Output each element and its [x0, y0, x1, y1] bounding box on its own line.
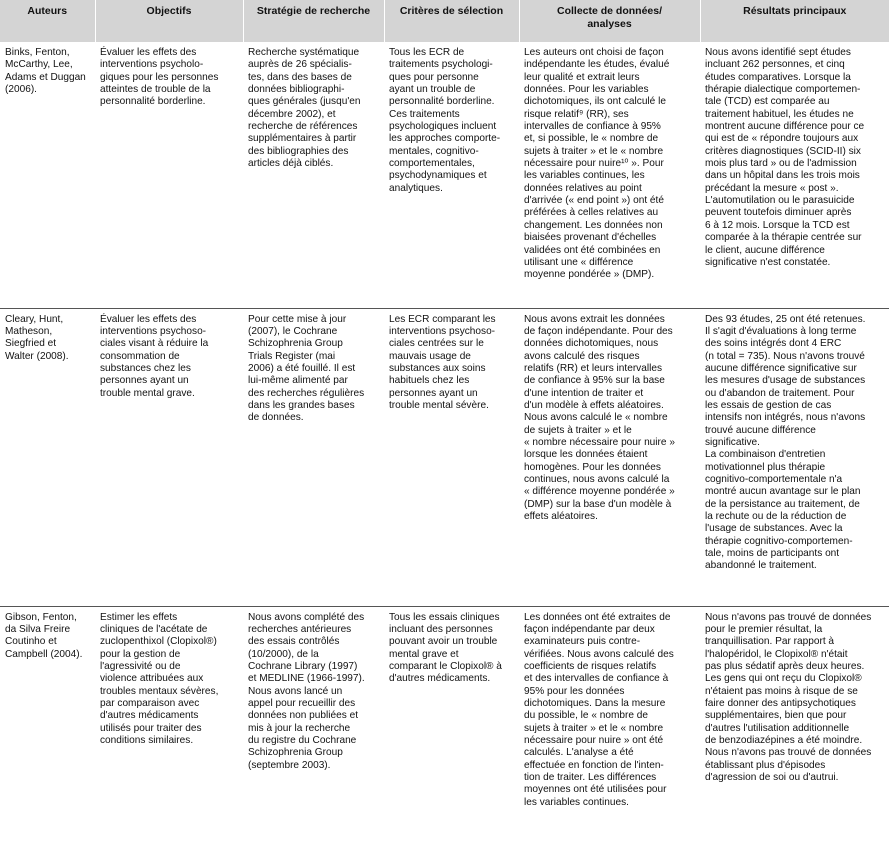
cell-criteres: Les ECR comparant les interventions psychoso- ciales centrées sur le mauvais usage de substances aux soins habituels chez les personnes ayant un trouble mental sévère.: [384, 308, 519, 606]
header-auteurs: Auteurs: [0, 0, 95, 42]
cell-objectifs: Estimer les effets cliniques de l'acétate de zuclopenthixol (Clopixol®) pour la gestion de l'agressivité ou de violence attribuées aux troubles mentaux sévères, par comparaison avec d'autres médicaments utilisés pour traiter des conditions similaires.: [100, 611, 219, 746]
header-collecte: Collecte de données/ analyses: [519, 0, 700, 42]
cell-strategie: Pour cette mise à jour (2007), le Cochrane Schizophrenia Group Trials Register (mai 2006) a été fouillé. Il est lui-même alimenté par des recherches régulières dans les grandes bases de données.: [243, 308, 384, 606]
table-row: [0, 606, 889, 846]
cell-auteurs: Binks, Fenton, McCarthy, Lee, Adams et Duggan (2006).: [0, 42, 95, 308]
cell-criteres: Tous les ECR de traitements psychologi- ques pour personne ayant un trouble de personnalité borderline. Ces traitements psychologiques incluent les approches comporte- mentales, cognitivo- comportementales, psychodynamiques et analytiques.: [384, 42, 519, 308]
table-row: [0, 308, 889, 606]
cell-auteurs: Cleary, Hunt, Matheson, Siegfried et Walter (2008).: [0, 308, 95, 606]
header-row: [0, 0, 889, 42]
cell-strategie: Nous avons complété des recherches antérieures des essais contrôlés (10/2000), de la Cochrane Library (1997) et MEDLINE (1966-1997). Nous avons lancé un appel pour recueillir des données non publiées et mis à jour la recherche du registre du Cochrane Schizophrenia Group (septembre 2003).: [248, 611, 365, 771]
cell-objectifs: Évaluer les effets des interventions psycholo- giques pour les personnes atteintes de trouble de la personnalité borderline.: [95, 42, 243, 308]
cell-resultats: Des 93 études, 25 ont été retenues. Il s'agit d'évaluations à long terme des soins intégrés dont 4 ERC (n total = 735). Nous n'avons trouvé aucune différence significative sur les mesures d'usage de substances ou d'abandon de traitement. Pour les essais de gestion de cas intensifs non intégrés, nous n'avons trouvé aucune différence significative. La combinaison d'entretien motivationnel plus thérapie cognitivo-comportementale n'a montré aucun avantage sur le plan de la persistance au traitement, de la rechute ou de la réduction de l'usage de substances. Avec la thérapie cognitivo-comportemen- tale, moins de participants ont abandonné le traitement.: [700, 308, 889, 606]
cell-collecte: Nous avons extrait les données de façon indépendante. Pour des données dichotomiques, nous avons calculé des risques relatifs (RR) et leurs intervalles de confiance à 95% sur la base d'une intention de traiter et d'un modèle à effets aléatoires. Nous avons calculé le « nombre de sujets à traiter » et le « nombre nécessaire pour nuire » lorsque les données étaient homogènes. Pour les données continues, nous avons calculé la « différence moyenne pondérée » (DMP) sur la base d'un modèle à effets aléatoires.: [519, 308, 700, 606]
table-body: [0, 42, 889, 846]
header-resultats: Résultats principaux: [700, 0, 889, 42]
table-row: [0, 42, 889, 308]
header-strategie: Stratégie de recherche: [243, 0, 384, 42]
table-header: [0, 0, 889, 42]
cell-auteurs: Gibson, Fenton, da Silva Freire Coutinho et Campbell (2004).: [5, 611, 83, 660]
cell-objectifs: Évaluer les effets des interventions psychoso- ciales visant à réduire la consommation de substances chez les personnes ayant un trouble mental grave.: [95, 308, 243, 606]
cell-criteres: Tous les essais cliniques incluant des personnes pouvant avoir un trouble mental grave et comparant le Clopixol® à d'autres médicaments.: [389, 611, 502, 685]
header-objectifs: Objectifs: [95, 0, 243, 42]
cell-collecte: Les données ont été extraites de façon indépendante par deux examinateurs puis contre- vérifiées. Nous avons calculé des coefficients de risques relatifs et des intervalles de confiance à 95% pour les données dichotomiques. Dans la mesure du possible, le « nombre de sujets à traiter » et le « nombre nécessaire pour nuire » ont été calculés. L'analyse a été effectuée en fonction de l'inten- tion de traiter. Les différences moyennes ont été utilisées pour les variables continues.: [524, 611, 674, 808]
cell-resultats: Nous n'avons pas trouvé de données pour le premier résultat, la tranquillisation. Par rapport à l'halopéridol, le Clopixol® n'était pas plus sédatif après deux heures. Les gens qui ont reçu du Clopixol® n'étaient pas moins à risque de se faire donner des antipsychotiques supplémentaires, bien que pour d'autres l'utilisation additionnelle de benzodiazépines a été moindre. Nous n'avons pas trouvé de données établissant plus d'épisodes d'agression de soi ou d'autrui.: [705, 611, 872, 783]
header-criteres: Critères de sélection: [384, 0, 519, 42]
cell-resultats: Nous avons identifié sept études incluant 262 personnes, et cinq études comparatives. Lorsque la thérapie dialectique comportemen- tale (TCD) est comparée au traitement habituel, les études ne montrent aucune différence pour ce qui est de « répondre toujours aux critères diagnostiques (SCID-II) six mois plus tard » ou de l'admission dans un hôpital dans les trois mois précédant la mesure « post ». L'automutilation ou le parasuicide peuvent toutefois diminuer après 6 à 12 mois. Lorsque la TCD est comparée à la thérapie centrée sur le client, aucune différence significative n'est constatée.: [700, 42, 889, 308]
cell-collecte: Les auteurs ont choisi de façon indépendante les études, évalué leur qualité et extrait leurs données. Pour les variables dichotomiques, ils ont calculé le risque relatif⁹ (RR), ses intervalles de confiance à 95% et, si possible, le « nombre de sujets à traiter » et le « nombre nécessaire pour nuire¹⁰ ». Pour les variables continues, les données relatives au point d'arrivée (« end point ») ont été préférées à celles relatives au changement. Les données non biaisées provenant d'échelles validées ont été combinées en utilisant une « différence moyenne pondérée » (DMP).: [519, 42, 700, 308]
cell-strategie: Recherche systématique auprès de 26 spécialis- tes, dans des bases de données bibliographi- ques générales (jusqu'en décembre 2002), et recherche de références supplémentaires à partir des bibliographies des articles déjà ciblés.: [243, 42, 384, 308]
